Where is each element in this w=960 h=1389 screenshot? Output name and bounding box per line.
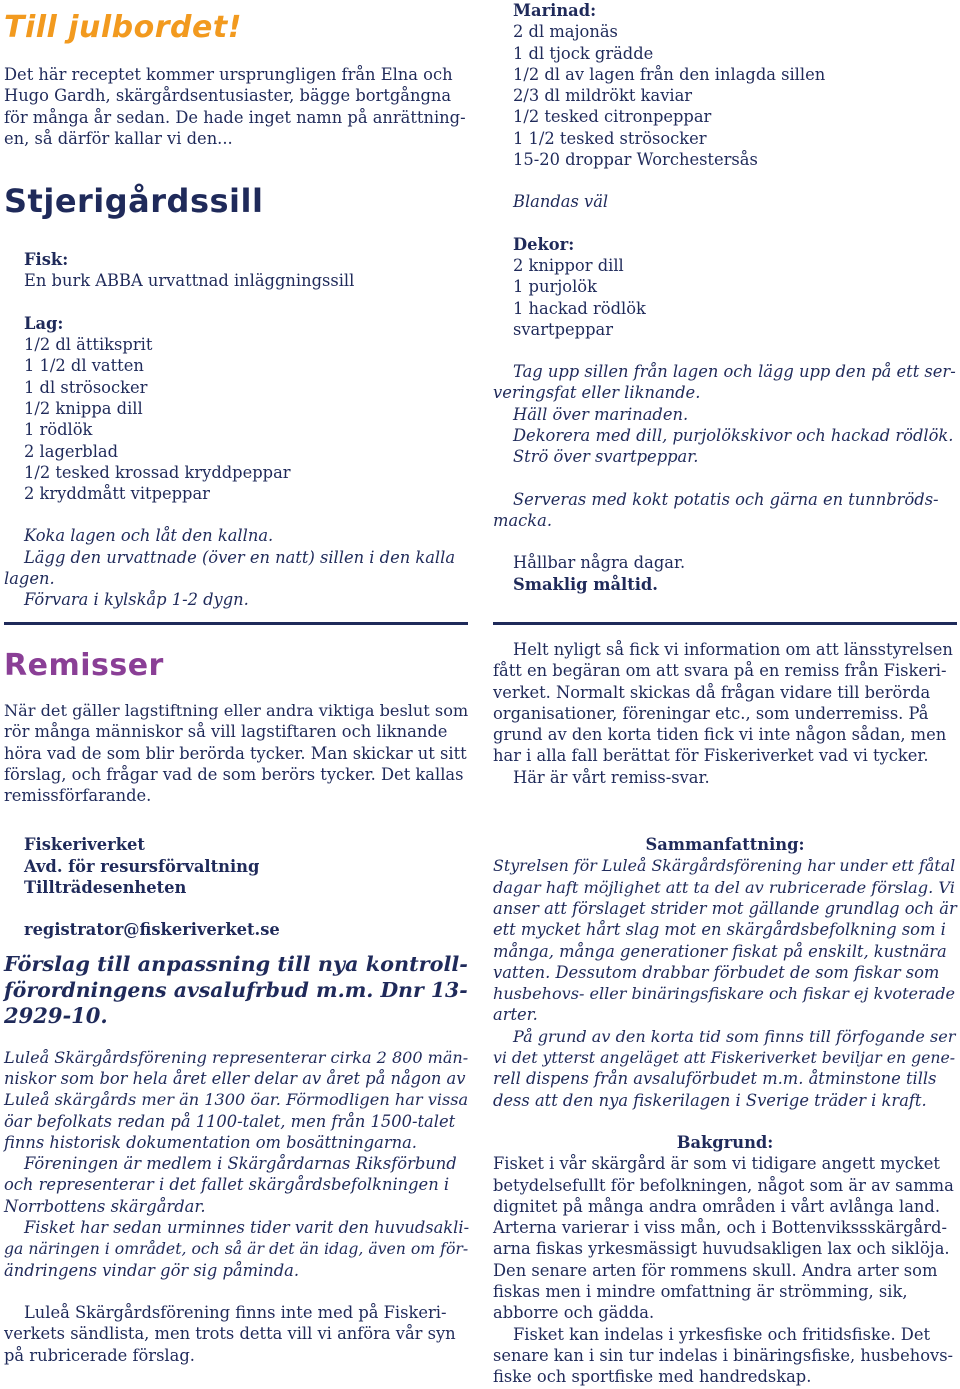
recipe-closing	[493, 552, 957, 595]
remisser-right-column	[493, 639, 957, 1388]
summary-line: rell dispens från avsaluförbudet m.m. åtminstone tills	[493, 1069, 937, 1089]
intro-line: Hugo Gardh, skärgårdsentusiaster, bägge bortgångna	[4, 86, 452, 106]
summary-label: Sammanfattning:	[645, 835, 805, 855]
background-line: betydelsefullt för befolkningen, något som är av samma	[493, 1175, 954, 1195]
serve-line: Dekorera med dill, purjolökskivor och hackad rödlök.	[513, 426, 954, 446]
fisk-label: Fisk:	[24, 250, 69, 270]
intro-line: för många år sedan. De hade inget namn på anrättning-	[4, 107, 466, 127]
proposal-title-line: 2929-10.	[4, 1002, 108, 1028]
summary-line: arter.	[493, 1005, 538, 1025]
body-paragraph-4	[4, 1302, 470, 1366]
marinad-item: 2/3 dl mildrökt kaviar	[513, 86, 693, 106]
proposal-title-line: Förslag till anpassning till nya kontroll-	[4, 950, 468, 976]
summary-line: På grund av den korta tid som finns till förfogande ser	[513, 1026, 956, 1046]
serve-line: Häll över marinaden.	[513, 404, 689, 424]
summary-line: dagar haft möjlighet att ta del av rubricerade förslag. Vi	[493, 877, 955, 897]
background-line: Fisket kan indelas i yrkesfiske och fritidsfiske. Det	[513, 1324, 931, 1344]
background-line: Fisket i vår skärgård är som vi tidigare angett mycket	[493, 1154, 940, 1174]
intro-line: organisationer, föreningar etc., som underremiss. På	[493, 703, 929, 723]
intro-line: förslag, och frågar vad de som berörs tycker. Det kallas	[4, 764, 464, 784]
instruction-line: Förvara i kylskåp 1-2 dygn.	[24, 590, 249, 610]
fisk-block	[4, 249, 470, 292]
lag-item: 1 rödlök	[24, 420, 93, 440]
intro-line: fått en begäran om att svara på en remiss från Fiskeri-	[493, 661, 947, 681]
background-line: fiskas men i mindre omfattning är strömming, sik,	[493, 1282, 908, 1302]
summary-line: vatten. Dessutom drabbar förbudet de som fiskar som	[493, 962, 940, 982]
marinad-item: 1/2 dl av lagen från den inlagda sillen	[513, 64, 826, 84]
lag-item: 1 dl strösocker	[24, 377, 148, 397]
body-line: och representerar i det fallet skärgårdsbefolkningen i	[4, 1175, 450, 1195]
intro-line: verket. Normalt skickas då frågan vidare till berörda	[493, 682, 931, 702]
intro-line: en, så därför kallar vi den...	[4, 128, 233, 148]
lag-item: 2 kryddmått vitpeppar	[24, 484, 210, 504]
body-line: Föreningen är medlem i Skärgårdarnas Riksförbund	[24, 1154, 457, 1174]
body-line: Fisket har sedan urminnes tider varit den huvudsakli-	[24, 1218, 470, 1238]
instruction-line: lagen.	[4, 569, 55, 589]
section-title-remisser: Remisser	[4, 648, 164, 683]
instruction-line: Lägg den urvattnade (över en natt) sillen i den kalla	[24, 547, 456, 567]
serve-line: Tag upp sillen från lagen och lägg upp den på ett ser-	[513, 362, 956, 382]
shelf-life: Hållbar några dagar.	[513, 553, 686, 573]
recipient-line: Tillträdesenheten	[24, 878, 187, 898]
dekor-item: 2 knippor dill	[513, 255, 624, 275]
body-paragraph-3	[4, 1217, 470, 1281]
dekor-item: svartpeppar	[513, 319, 613, 339]
summary-line: många, många generationer fiskat på enskilt, kustnära	[493, 941, 947, 961]
lag-item: 1 1/2 dl vatten	[24, 356, 144, 376]
summary-line: husbehovs- eller binäringsfiskare och fiskar ej kvoterade	[493, 984, 956, 1004]
lag-item: 1/2 knippa dill	[24, 398, 143, 418]
marinad-item: 2 dl majonäs	[513, 22, 618, 42]
lag-item: 2 lagerblad	[24, 441, 119, 461]
recipient-block	[4, 834, 470, 898]
body-line: niskor som bor hela året eller delar av året på någon av	[4, 1068, 466, 1088]
intro-line: Helt nyligt så fick vi information om att länsstyrelsen	[513, 640, 953, 659]
marinad-item: 1/2 tesked citronpeppar	[513, 107, 712, 127]
serve-line: macka.	[493, 510, 553, 530]
lag-instructions	[4, 525, 470, 610]
intro-line: grund av den korta tiden fick vi inte någon sådan, men	[493, 725, 947, 745]
body-line: Luleå Skärgårdsförening finns inte med på Fiskeri-	[24, 1302, 447, 1322]
intro-line: har i alla fall berättat för Fiskeriverket vad vi tycker.	[493, 746, 929, 766]
body-line: Luleå Skärgårdsförening representerar cirka 2 800 män-	[4, 1047, 469, 1067]
intro-line: remissförfarande.	[4, 786, 152, 806]
background-line: dignitet på många andra områden i vårt avlånga land.	[493, 1196, 941, 1216]
intro-line: rör många människor så vill lagstiftaren och liknande	[4, 722, 448, 742]
body-paragraph-1	[4, 1047, 470, 1153]
remisser-left-column	[4, 640, 470, 1366]
background-line: abborre och gädda.	[493, 1303, 655, 1323]
body-line: finns historisk dokumentation om bosättningarna.	[4, 1132, 417, 1152]
intro-line: Här är vårt remiss-svar.	[513, 767, 710, 787]
marinad-block	[493, 0, 957, 170]
serve-line: Serveras med kokt potatis och gärna en tunnbröds-	[513, 489, 939, 509]
summary-line: anser att förslaget strider mot gällande grundlag och är	[493, 898, 957, 918]
body-line: Luleå skärgårds mer än 1300 öar. Förmodligen har vissa	[4, 1090, 469, 1110]
fisk-item: En burk ABBA urvattnad inläggningssill	[24, 271, 355, 291]
intro-line: höra vad de som blir berörda tycker. Man skickar ut sitt	[4, 743, 467, 763]
remisser-intro	[4, 700, 470, 806]
summary-line: dess att den nya fiskerilagen i Sverige träder i kraft.	[493, 1090, 927, 1110]
body-paragraph-2	[4, 1153, 470, 1217]
recipient-email: registrator@fiskeriverket.se	[24, 920, 280, 940]
body-line: Norrbottens skärgårdar.	[4, 1196, 206, 1216]
background-line: senare kan i sin tur indelas i binäringsfiske, husbehovs-	[493, 1345, 954, 1365]
section-title-till-julbordet: Till julbordet!	[4, 10, 242, 45]
background-line: arna fiskas yrkesmässigt huvudsakligen lax och siklöja.	[493, 1239, 950, 1259]
background-line: Den senare arten för rommens skull. Andra arter som	[493, 1260, 938, 1280]
serve-suggestion	[493, 489, 957, 532]
lag-label: Lag:	[24, 313, 64, 333]
intro-line: Det här receptet kommer ursprungligen från Elna och	[4, 65, 453, 84]
body-line: på rubricerade förslag.	[4, 1345, 195, 1365]
summary-line: ett mycket hårt slag mot en skärgårdsbefolkning som i	[493, 920, 946, 940]
background-label: Bakgrund:	[676, 1132, 774, 1152]
background-line: fiske och sportfiske med handredskap.	[493, 1367, 812, 1387]
serve-instructions	[493, 361, 957, 467]
dekor-item: 1 hackad rödlök	[513, 298, 646, 318]
marinad-note: Blandas väl	[513, 192, 609, 212]
marinad-item: 1 1/2 tesked strösocker	[513, 128, 707, 148]
proposal-title	[4, 951, 470, 1029]
serve-line: veringsfat eller liknande.	[493, 383, 701, 403]
divider-left	[4, 622, 468, 625]
summary-line: vi det ytterst angeläget att Fiskeriverket beviljar en gene-	[493, 1048, 956, 1068]
dekor-item: 1 purjolök	[513, 277, 597, 297]
lag-item: 1/2 dl ättiksprit	[24, 335, 153, 355]
recipient-line: Avd. för resursförvaltning	[24, 856, 260, 876]
recipient-line: Fiskeriverket	[24, 835, 145, 855]
marinad-item: 15-20 droppar Worchestersås	[513, 150, 758, 170]
closing-text: Smaklig måltid.	[513, 574, 658, 594]
summary-paragraph-1	[493, 855, 957, 1025]
body-line: ga näringen i området, och så är det än idag, även om för-	[4, 1239, 469, 1259]
body-line: öar befolkats redan på 1100-talet, men från 1500-talet	[4, 1111, 456, 1131]
recipe-right-column	[493, 0, 957, 595]
intro-line: När det gäller lagstiftning eller andra viktiga beslut som	[4, 701, 469, 720]
recipe-intro	[4, 64, 470, 149]
body-line: ändringens vindar gör sig påminda.	[4, 1260, 300, 1280]
divider-right	[493, 622, 957, 625]
dekor-label: Dekor:	[513, 234, 575, 254]
body-line: verkets sändlista, men trots detta vill vi anföra vår syn	[4, 1324, 456, 1344]
dekor-block	[493, 234, 957, 340]
proposal-title-line: förordningens avsalufrbud m.m. Dnr 13-	[4, 977, 468, 1002]
background-paragraph-2	[493, 1324, 957, 1388]
summary-paragraph-2	[493, 1026, 957, 1111]
background-line: Arterna varierar i viss mån, och i Bottenvikssskärgård-	[493, 1218, 947, 1238]
background-paragraph-1	[493, 1153, 957, 1323]
dish-title: Stjerigårdssill	[4, 182, 264, 221]
lag-block	[4, 313, 470, 505]
instruction-line: Koka lagen och låt den kallna.	[24, 526, 274, 546]
marinad-label: Marinad:	[513, 1, 597, 20]
serve-line: Strö över svartpeppar.	[513, 447, 699, 467]
summary-line: Styrelsen för Luleå Skärgårdsförening har under ett fåtal	[493, 856, 956, 876]
marinad-item: 1 dl tjock grädde	[513, 43, 654, 63]
recipe-left-column	[4, 0, 470, 611]
right-intro	[493, 639, 957, 788]
lag-item: 1/2 tesked krossad kryddpeppar	[24, 462, 291, 482]
